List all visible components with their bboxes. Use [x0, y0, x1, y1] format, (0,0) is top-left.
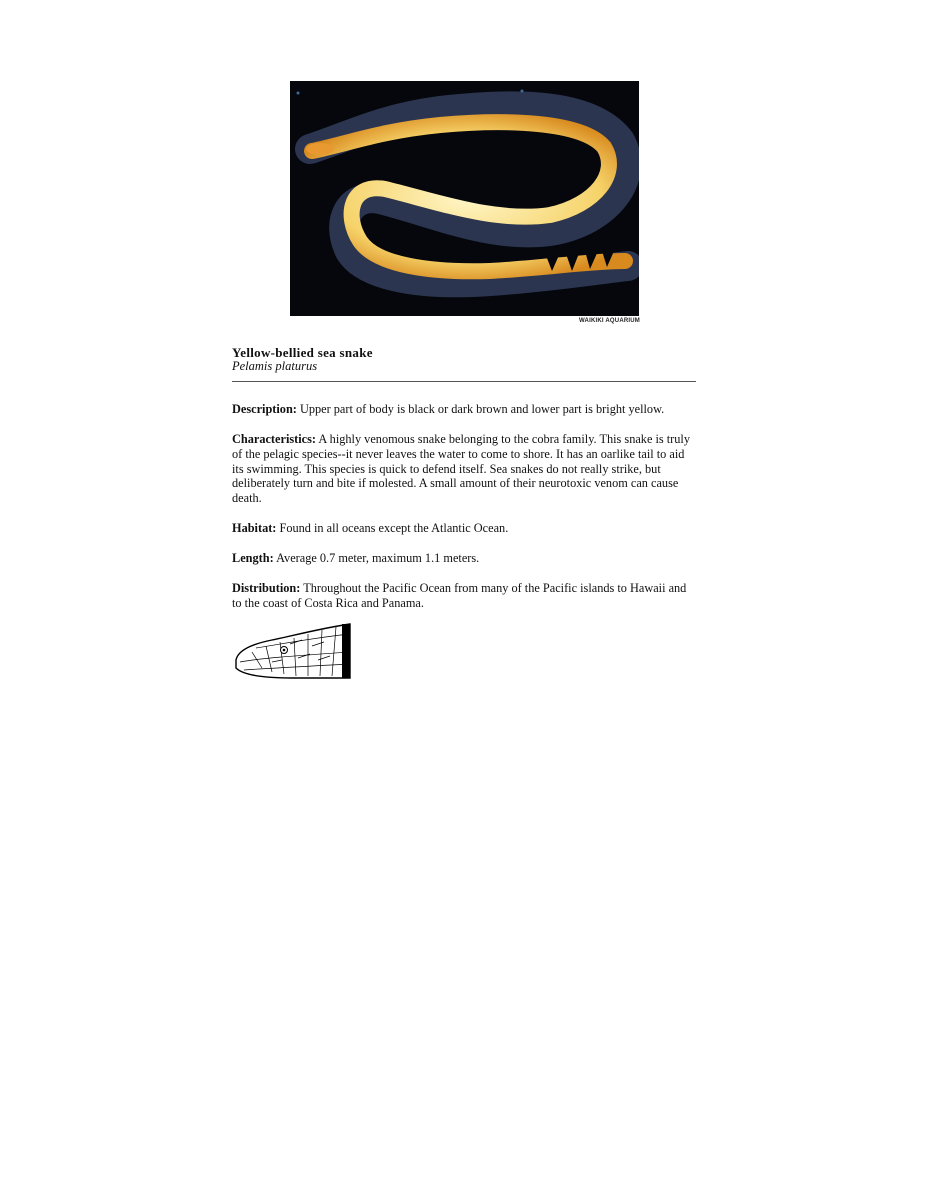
habitat-section: [232, 521, 698, 536]
characteristics-text: A highly venomous snake belonging to the cobra family. This snake is truly of the pelagic species--it never leaves the water to come to shore. It has an oarlike tail to aid its swimming. This species is quick to defend itself. Sea snakes do not really strike, but deliberately turn and bite if molested. A small amount of their neurotoxic venom can cause death.: [232, 432, 690, 506]
distribution-label: Distribution:: [232, 581, 301, 595]
description-label: Description:: [232, 402, 297, 416]
scientific-name: Pelamis platurus: [232, 359, 318, 373]
characteristics-label: Characteristics:: [232, 432, 316, 446]
common-name: Yellow-bellied sea snake: [232, 345, 373, 360]
length-section: [232, 551, 698, 566]
length-label: Length:: [232, 551, 274, 565]
length-text: Average 0.7 meter, maximum 1.1 meters.: [276, 551, 480, 565]
divider: [232, 381, 696, 382]
habitat-text: Found in all oceans except the Atlantic Ocean.: [279, 521, 509, 535]
description-text: Upper part of body is black or dark brown and lower part is bright yellow.: [299, 402, 665, 416]
snake-head-drawing: [232, 622, 352, 680]
photo-credit: WAIKIKI AQUARIUM: [579, 318, 640, 324]
description-section: [232, 402, 698, 417]
characteristics-section: [232, 432, 698, 506]
distribution-text: Throughout the Pacific Ocean from many of the Pacific islands to Hawaii and to the coast of Costa Rica and Panama.: [232, 581, 687, 610]
habitat-label: Habitat:: [232, 521, 277, 535]
snake-photo: [290, 81, 639, 316]
distribution-section: [232, 581, 698, 611]
